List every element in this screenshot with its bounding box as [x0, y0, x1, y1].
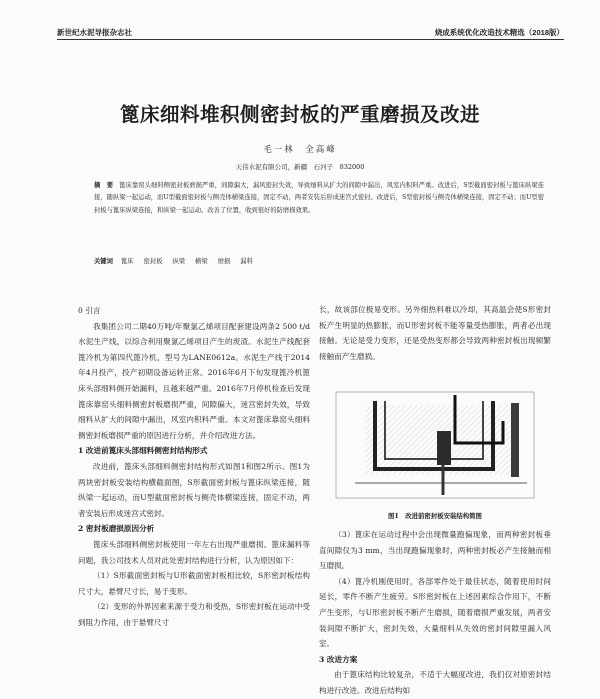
side-plate: [511, 403, 519, 477]
keyword: 磨损: [217, 258, 231, 265]
collection-title: 烧成系统优化改造技术精选（2018版）: [434, 28, 564, 37]
paragraph: （2）变形的外界因素来源于受力和受热，S形密封板在运动中受到阻力作用，由于悬臂尺寸: [78, 602, 310, 627]
keyword: 横梁: [195, 258, 208, 265]
section-heading-3: 3 改进方案: [319, 654, 358, 664]
affiliation: 天伟水泥有限公司，新疆 石河子 832000: [235, 163, 365, 171]
keyword: 密封板: [143, 258, 163, 265]
header-divider: [57, 39, 564, 40]
right-column-bottom: [319, 527, 551, 699]
keywords: [94, 256, 261, 265]
paragraph-continued: 长，故该部位极易变形。另外细热料难以冷却，其高温会使S形密封板产生明显的热膨胀，而U形密封板不能等量受热膨胀，两者必出现接触。无论是受力变形，还是受热变形都会导致两种密封板出现频繁接触而产生磨损。: [319, 305, 551, 361]
section-heading-1: 1 改进前篦床头部细料侧密封结构形式: [78, 446, 208, 456]
section-heading-2: 2 密封板磨损原因分析: [78, 524, 155, 534]
paragraph: （3）篦床在运动过程中会出现微量跑偏现象，而两种密封板垂直间隙仅为3 mm，当出现跑偏现象时，两种密封板必产生接触而相互磨损。: [319, 530, 551, 571]
keyword: 漏料: [240, 258, 253, 265]
paragraph: （4）篦冷机刚使用时，各部零件处于最佳状态，随着使用时间延长，零件不断产生疲劳。S形密封板在上述因素综合作用下，不断产生变形，与U形密封板不断产生磨损，随着磨损严重发展，两者安装间隙不断扩大，密封失效，大量细料从失效的密封间隙里漏入风室。: [319, 576, 551, 649]
keywords-label: 关键词: [94, 258, 113, 265]
paragraph: （1）S形截面密封板与U形截面密封板相比较，S形密封板结构尺寸大，悬臂尺寸长，易于变形。: [78, 571, 310, 596]
seal-structure-figure: [335, 391, 535, 499]
abstract-text: 篦床靠窑头细料侧密封板磨损严重，间隙偏大，漏风密封失效，导致细料从扩大的间隙中漏出，风室内积料严重。改进后，S型截面密封板与篦床纵梁连接，随纵梁一起运动，而U型截面密封板与侧壳体横梁连接，固定不动，两者安装后形成迷宫式密封。改进后，S型密封板与侧壳体横梁连接，固定不动；而U型密封板与篦床纵梁连接，和纵梁一起运动。改善了位置，收到很好的防磨损效果。: [94, 182, 544, 214]
keyword: 纵梁: [172, 258, 186, 265]
keyword: 篦床: [120, 258, 134, 265]
abstract: [94, 180, 544, 217]
paragraph: 由于篦床结构比较复杂，不适于大幅度改进，我们仅对原密封结构进行改进。改进后结构如: [319, 670, 551, 695]
paragraph: 改进前，篦床头部细料侧密封结构形式如图1和图2所示。图1为两块密封板安装结构横截面图，S形截面密封板与篦床纵梁连接，随纵梁一起运动，而U型截面密封板与侧壳体横梁连接，固定不动，两者安装后形成迷宫式密封。: [78, 461, 310, 518]
article-title: 篦床细料堆积侧密封板的严重磨损及改进: [119, 103, 480, 126]
journal-publisher: 新世纪水泥导报杂志社: [57, 28, 132, 37]
figure-caption: 图1 改进前密封板安装结构简图: [388, 512, 482, 520]
abstract-label: 摘 要: [94, 182, 114, 189]
authors: 毛一林 全高峰: [263, 145, 337, 155]
paragraph: 我集团公司二期40万吨/年聚氯乙烯项目配套建设两条2 500 t/d水泥生产线，以综合利用聚氯乙烯项目产生的废渣。水泥生产线配套篦冷机为第四代篦冷机，型号为LANE0612a。水泥生产线于2014年4月投产，投产初期设备运转正常。2016年6月下旬发现篦冷机篦床头部细料侧开始漏料，且越来越严重。2016年7月停机检查后发现篦床靠窑头细料侧密封板磨损严重，间隙偏大，迷宫密封失效，导致细料从扩大的间隙中漏出，风室内积料严重。本文对篦床靠窑头细料侧密封板磨损严重的原因进行分析，并介绍改进方法。: [78, 321, 310, 440]
beam-block: [437, 431, 451, 465]
paragraph: 篦床头部细料侧密封板使用一年左右出现严重磨损、篦床漏料等问题，我公司技术人员对此处密封结构进行分析，认为原因如下：: [78, 539, 310, 565]
section-heading-intro: 0 引言: [78, 306, 101, 315]
left-column: [78, 303, 310, 630]
right-column-top: [319, 302, 551, 364]
